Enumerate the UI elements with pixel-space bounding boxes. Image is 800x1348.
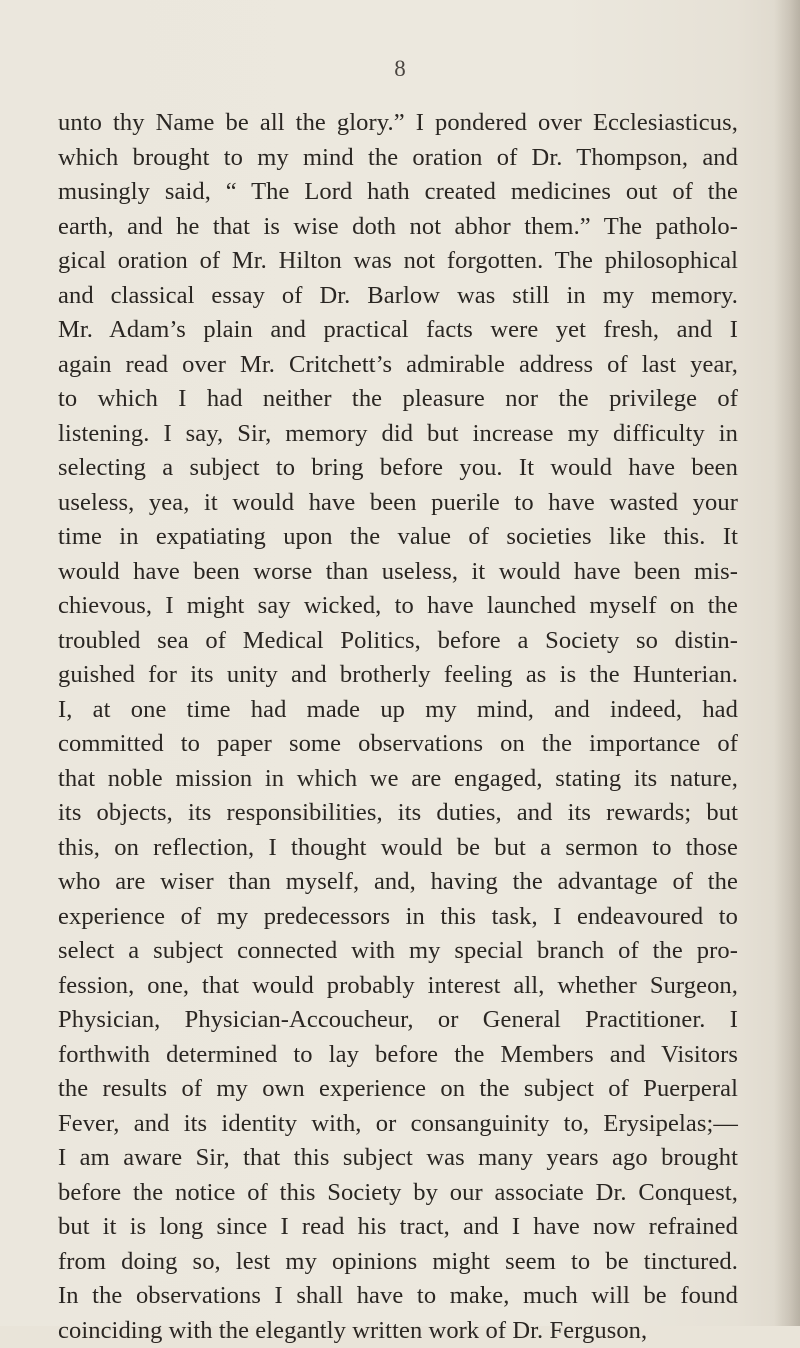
text-line: gical oration of Mr. Hilton was not forgotten. The philosophical [58, 244, 738, 279]
text-line: Mr. Adam’s plain and practical facts were yet fresh, and I [58, 313, 738, 348]
text-line: but it is long since I read his tract, and I have now refrained [58, 1210, 738, 1245]
text-line: In the observations I shall have to make, much will be found [58, 1279, 738, 1314]
text-line: chievous, I might say wicked, to have launched myself on the [58, 589, 738, 624]
text-line: musingly said, “ The Lord hath created medicines out of the [58, 175, 738, 210]
text-line: Fever, and its identity with, or consanguinity to, Erysipelas;— [58, 1107, 738, 1142]
text-line: would have been worse than useless, it would have been mis- [58, 555, 738, 590]
text-line: from doing so, lest my opinions might seem to be tinctured. [58, 1245, 738, 1280]
text-line: troubled sea of Medical Politics, before a Society so distin- [58, 624, 738, 659]
text-line: earth, and he that is wise doth not abhor them.” The patholo- [58, 210, 738, 245]
text-line: again read over Mr. Critchett’s admirable address of last year, [58, 348, 738, 383]
text-line: fession, one, that would probably interest all, whether Surgeon, [58, 969, 738, 1004]
text-line: selecting a subject to bring before you. It would have been [58, 451, 738, 486]
text-line: useless, yea, it would have been puerile to have wasted your [58, 486, 738, 521]
text-line: listening. I say, Sir, memory did but increase my difficulty in [58, 417, 738, 452]
text-line: who are wiser than myself, and, having the advantage of the [58, 865, 738, 900]
text-line: committed to paper some observations on the importance of [58, 727, 738, 762]
body-text [58, 106, 738, 1348]
text-line: I, at one time had made up my mind, and indeed, had [58, 693, 738, 728]
text-line: to which I had neither the pleasure nor the privilege of [58, 382, 738, 417]
text-line: which brought to my mind the oration of Dr. Thompson, and [58, 141, 738, 176]
text-line: unto thy Name be all the glory.” I pondered over Ecclesiasticus, [58, 106, 738, 141]
text-line: coinciding with the elegantly written work of Dr. Ferguson, [58, 1314, 738, 1348]
text-line: guished for its unity and brotherly feeling as is the Hunterian. [58, 658, 738, 693]
text-line: experience of my predecessors in this task, I endeavoured to [58, 900, 738, 935]
text-line: before the notice of this Society by our associate Dr. Conquest, [58, 1176, 738, 1211]
text-line: its objects, its responsibilities, its duties, and its rewards; but [58, 796, 738, 831]
text-line: time in expatiating upon the value of societies like this. It [58, 520, 738, 555]
text-line: the results of my own experience on the subject of Puerperal [58, 1072, 738, 1107]
text-line: select a subject connected with my special branch of the pro- [58, 934, 738, 969]
page-number: 8 [0, 56, 800, 82]
text-line: Physician, Physician-Accoucheur, or General Practitioner. I [58, 1003, 738, 1038]
text-line: I am aware Sir, that this subject was many years ago brought [58, 1141, 738, 1176]
text-line: this, on reflection, I thought would be but a sermon to those [58, 831, 738, 866]
text-line: that noble mission in which we are engaged, stating its nature, [58, 762, 738, 797]
text-line: forthwith determined to lay before the Members and Visitors [58, 1038, 738, 1073]
text-line: and classical essay of Dr. Barlow was still in my memory. [58, 279, 738, 314]
page-edge-shadow [774, 0, 800, 1326]
